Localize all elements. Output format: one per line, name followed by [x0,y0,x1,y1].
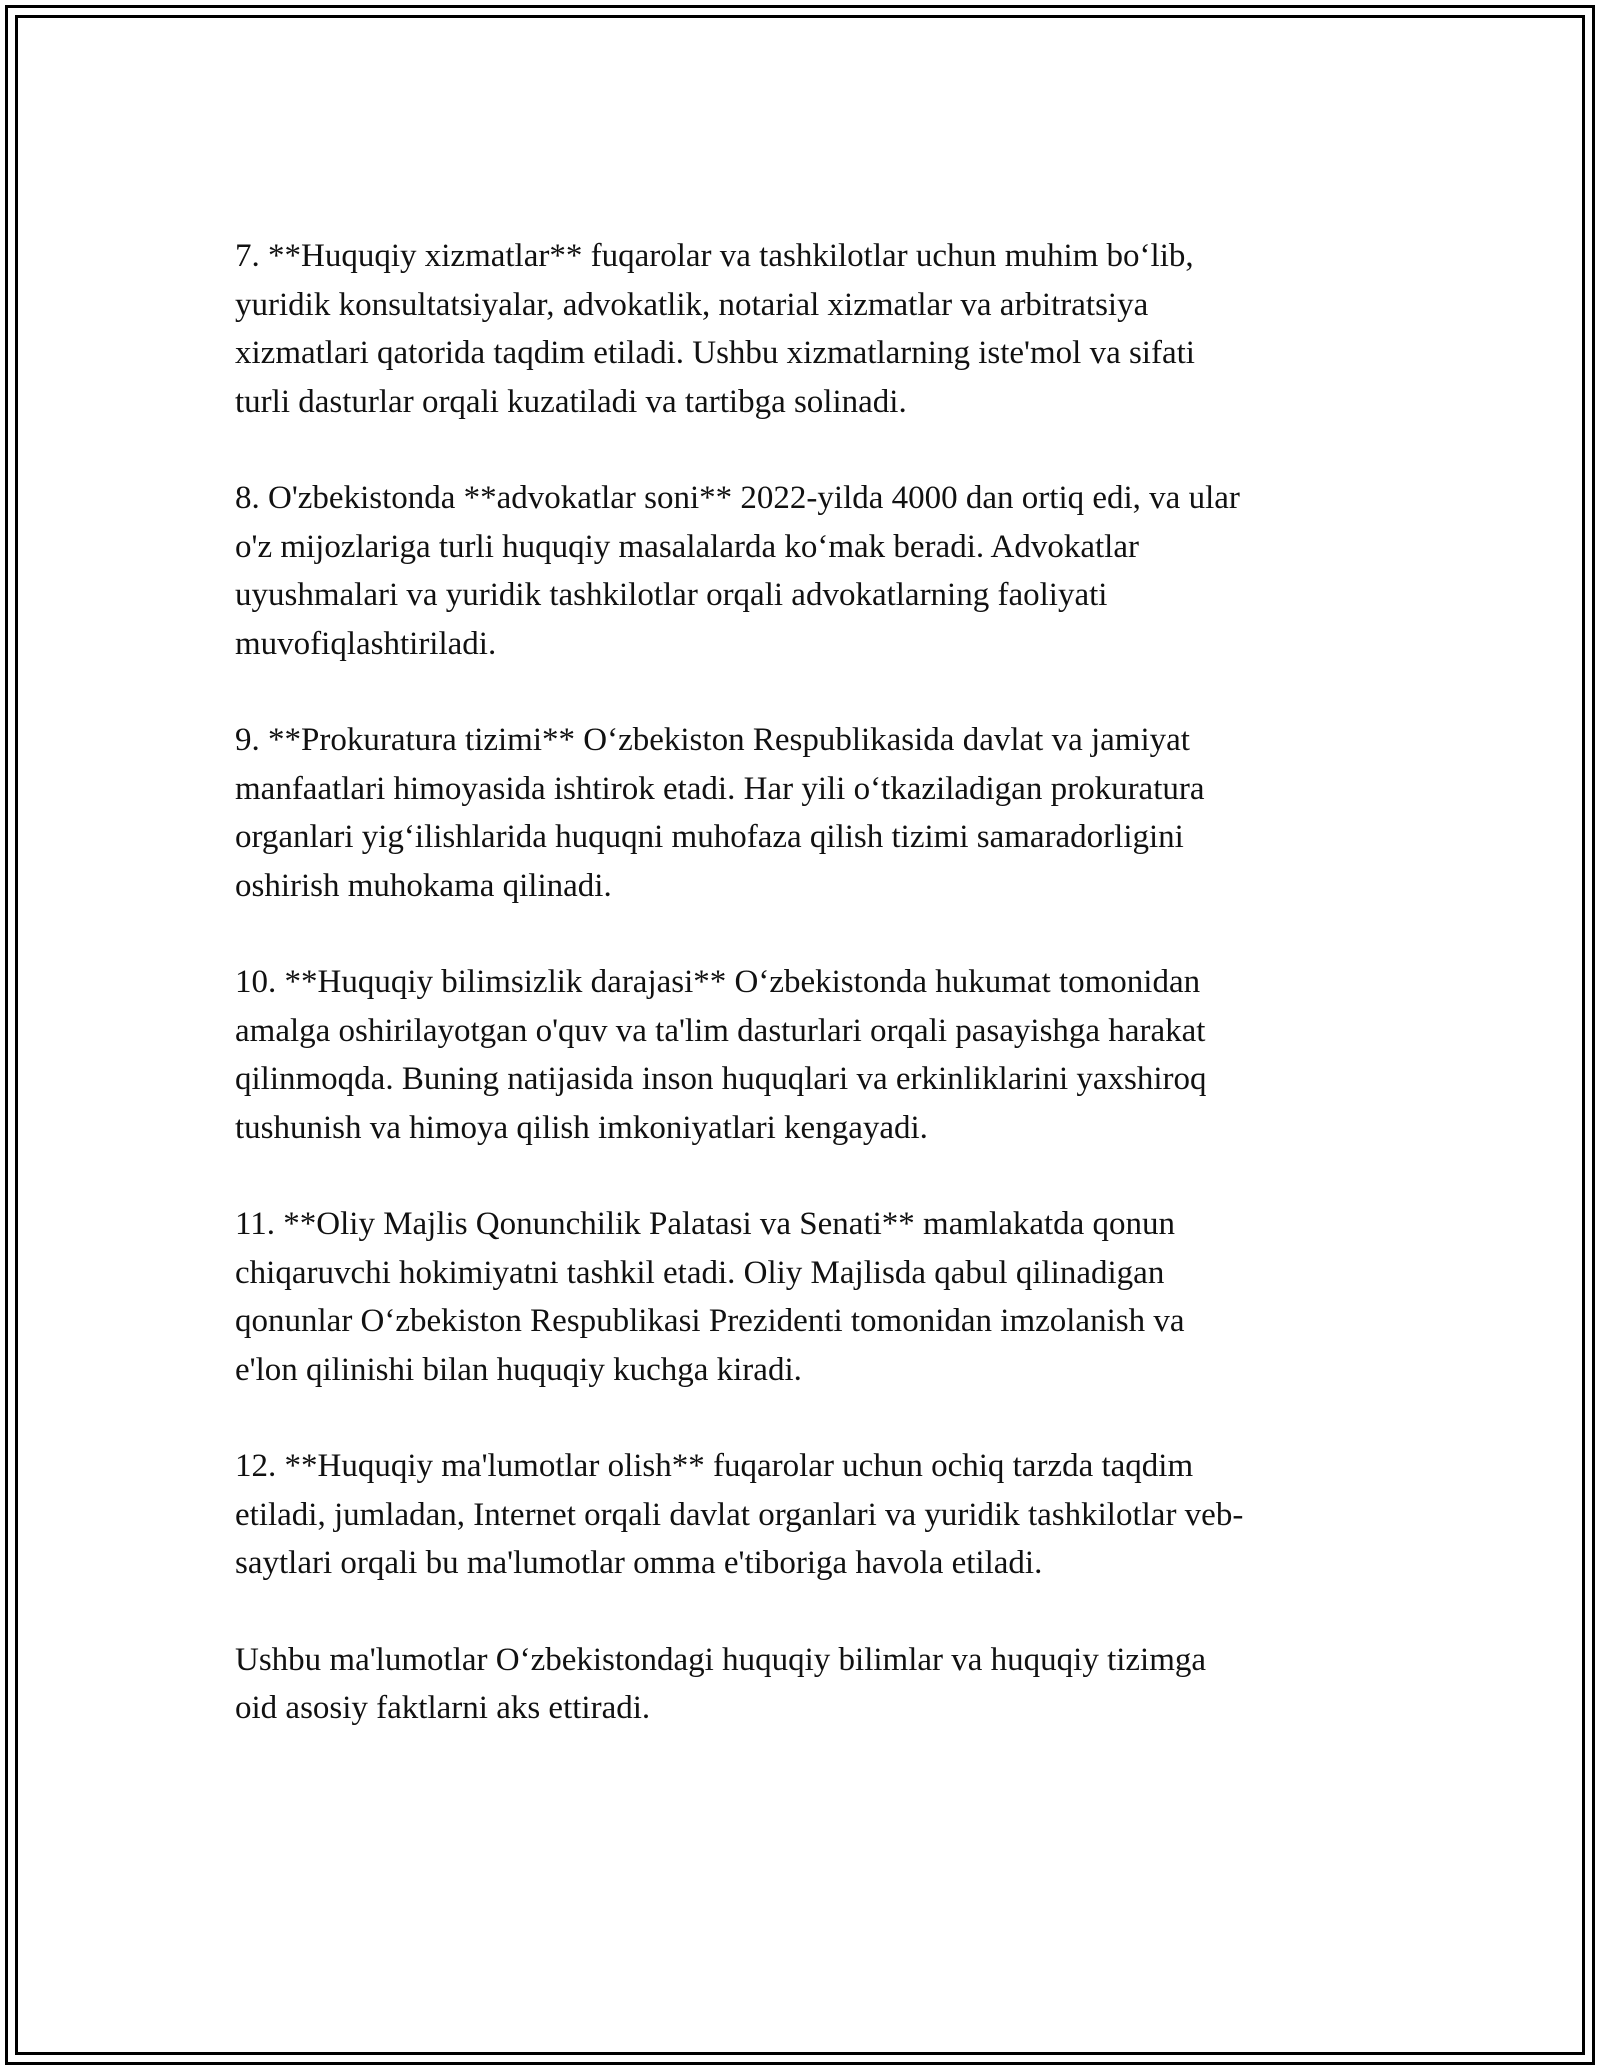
paragraph-item-12: 12. **Huquqiy ma'lumotlar olish** fuqarolar uchun ochiq tarzda taqdim etiladi, jumladan, Internet orqali davlat organlari va yuridik tashkilotlar veb- saytlari orqali bu ma'lumotlar omma e'tiboriga havola etiladi. [235,1448,1244,1581]
closing-paragraph: Ushbu ma'lumotlar O‘zbekistondagi huquqiy bilimlar va huquqiy tizimga oid asosiy faktlarni aks ettiradi. [235,1641,1207,1726]
paragraph-item-11: 11. **Oliy Majlis Qonunchilik Palatasi va Senati** mamlakatda qonun chiqaruvchi hokimiyatni tashkil etadi. Oliy Majlisda qabul qilinadigan qonunlar O‘zbekiston Respublikasi Prezidenti tomonidan imzolanish va e'lon qilinishi bilan huquqiy kuchga kiradi. [235,1206,1185,1388]
paragraph-item-8: 8. O'zbekistonda **advokatlar soni** 2022-yilda 4000 dan ortiq edi, va ular o'z mijozlariga turli huquqiy masalalarda ko‘mak beradi. Advokatlar uyushmalari va yuridik tashkilotlar orqali advokatlarning faoliyati muvofiqlashtiriladi. [235,480,1240,662]
paragraph-item-7: 7. **Huquqiy xizmatlar** fuqarolar va tashkilotlar uchun muhim bo‘lib, yuridik konsultatsiyalar, advokatlik, notarial xizmatlar va arbitratsiya xizmatlari qatorida taqdim etiladi. Ushbu xizmatlarning iste'mol va sifati turli dasturlar orqali kuzatiladi va tartibga solinadi. [235,238,1195,420]
paragraph-item-9: 9. **Prokuratura tizimi** O‘zbekiston Respublikasida davlat va jamiyat manfaatlari himoyasida ishtirok etadi. Har yili o‘tkaziladigan prokuratura organlari yig‘ilishlarida huquqni muhofaza qilish tizimi samaradorligini oshirish muhokama qilinadi. [235,722,1205,904]
paragraph-item-10: 10. **Huquqiy bilimsizlik darajasi** O‘zbekistonda hukumat tomonidan amalga oshirilayotgan o'quv va ta'lim dasturlari orqali pasayishga harakat qilinmoqda. Buning natijasida inson huquqlari va erkinliklarini yaxshiroq tushunish va himoya qilish imkoniyatlari kengayadi. [235,964,1207,1146]
document-body [235,232,1365,1733]
